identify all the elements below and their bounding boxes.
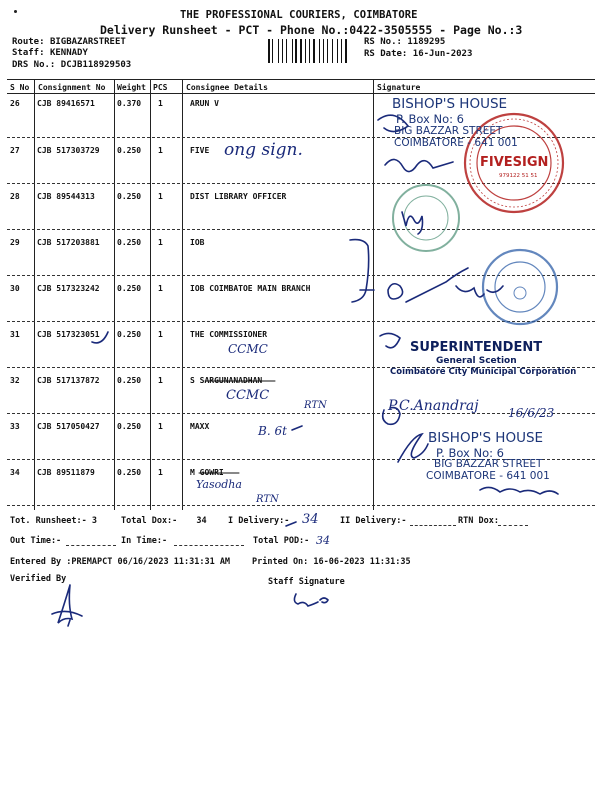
bishop-stamp-1-line3: BIG BAZZAR STREET (394, 125, 503, 137)
row-sno: 29 (10, 238, 20, 247)
total-dox-label: Total Dox:- (121, 516, 178, 526)
in-time-label: In Time:- (121, 536, 168, 546)
row-weight: 0.250 (117, 192, 142, 201)
row-consignment: CJB 89416571 (37, 99, 95, 108)
row-pcs: 1 (158, 284, 163, 293)
row-consignment: CJB 517303729 (37, 146, 100, 155)
verified-by-label: Verified By (10, 574, 67, 584)
handwritten-yasodha: Yasodha (196, 478, 242, 491)
row-sno: 28 (10, 192, 20, 201)
row-weight: 0.250 (117, 468, 142, 477)
row-pcs: 1 (158, 376, 163, 385)
route-value: BIGBAZARSTREET (49, 37, 126, 47)
drs-label: DRS No.: (12, 60, 56, 70)
row-consignee: IOB (190, 238, 205, 247)
row-sno: 30 (10, 284, 20, 293)
fivesign-phone: 979122 51 51 (499, 173, 538, 179)
row-pcs: 1 (158, 146, 163, 155)
bishop-stamp-1-line4: COIMBATORE - 641 001 (394, 137, 518, 149)
i-delivery-label: I Delivery:- (228, 516, 290, 526)
rtn-dox-label: RTN Dox: (458, 516, 499, 526)
row-sno: 32 (10, 376, 20, 385)
bishop-stamp-2-line3: BIG BAZZAR STREET (434, 458, 543, 470)
row-consignment: CJB 517323242 (37, 284, 100, 293)
row-sno: 31 (10, 330, 20, 339)
entered-by: Entered By :PREMAPCT 06/16/2023 11:31:31 AM (10, 557, 231, 567)
row-consignee: M GOWRI (190, 468, 224, 477)
col-header-consignee: Consignee Details (186, 83, 268, 92)
row-weight: 0.250 (117, 330, 142, 339)
col-header-pcs: PCS (153, 83, 168, 92)
drs-value: DCJB118929503 (60, 60, 132, 70)
handwritten-i-delivery-value: 34 (302, 512, 319, 527)
row-pcs: 1 (158, 192, 163, 201)
row-consignee: MAXX (190, 422, 210, 431)
rs-date-value: 16-Jun-2023 (412, 49, 473, 59)
row-consignment: CJB 517203881 (37, 238, 100, 247)
staff-value: KENNADY (49, 48, 88, 58)
superintendent-section: General Scetion (436, 356, 517, 366)
handwritten-maxx-note: B. 6t (258, 424, 287, 438)
bishop-stamp-1-line1: BISHOP'S HOUSE (392, 96, 508, 112)
row-consignee: DIST LIBRARY OFFICER (190, 192, 287, 201)
superintendent-org: Coimbatore City Municipal Corporation (390, 367, 577, 377)
rs-no-label: RS No.: (364, 37, 402, 47)
row-pcs: 1 (158, 99, 163, 108)
total-runsheet-value: 3 (91, 516, 98, 526)
row-consignment: CJB 89511879 (37, 468, 95, 477)
col-header-signature: Signature (377, 83, 421, 92)
rs-no-value: 1189295 (407, 37, 446, 47)
route-label: Route: (12, 37, 45, 47)
row-sno: 27 (10, 146, 20, 155)
printed-on: Printed On: 16-06-2023 11:31:35 (252, 557, 411, 567)
row-sno: 34 (10, 468, 20, 477)
total-pod-label: Total POD:- (253, 536, 310, 546)
handwritten-pod-value: 34 (316, 534, 330, 547)
row-consignee: THE COMMISSIONER (190, 330, 268, 339)
col-header-weight: Weight (117, 83, 146, 92)
handwritten-ccmc-2: CCMC (226, 388, 270, 403)
total-dox-value: 34 (196, 516, 207, 526)
row-consignee: ARUN V (190, 99, 219, 108)
row-weight: 0.250 (117, 146, 142, 155)
handwritten-anandraj-date: 16/6/23 (508, 406, 555, 420)
row-sno: 33 (10, 422, 20, 431)
iob-round-stamp (483, 250, 557, 324)
row-pcs: 1 (158, 422, 163, 431)
handwritten-rtn-2: RTN (256, 494, 279, 505)
handwritten-ccmc-1: CCMC (228, 342, 268, 356)
staff-signature-label: Staff Signature (268, 577, 345, 587)
out-time-label: Out Time:- (10, 536, 62, 546)
col-header-consignment: Consignment No (38, 83, 106, 92)
handwritten-five-note: ong sign. (224, 140, 303, 160)
rs-date-label: RS Date: (364, 49, 408, 59)
row-weight: 0.250 (117, 376, 142, 385)
superintendent-title: SUPERINTENDENT (410, 340, 543, 355)
bishop-stamp-2-line4: COIMBATORE - 641 001 (426, 470, 550, 482)
handwritten-rtn-1: RTN (304, 400, 327, 411)
bishop-stamp-1-line2: P. Box No: 6 (396, 112, 464, 126)
row-consignment: CJB 517323051 (37, 330, 100, 339)
col-header-sno: S No (10, 83, 30, 92)
total-runsheet-label: Tot. Runsheet:- (10, 516, 87, 526)
bishop-stamp-2-line2: P. Box No: 6 (436, 446, 504, 460)
company-title: THE PROFESSIONAL COURIERS, COIMBATORE (180, 9, 418, 21)
row-pcs: 1 (158, 468, 163, 477)
row-pcs: 1 (158, 238, 163, 247)
row-consignee: S SARGUNANADHAN (190, 376, 263, 385)
row-sno: 26 (10, 99, 20, 108)
row-weight: 0.250 (117, 422, 142, 431)
staff-label: Staff: (12, 48, 45, 58)
row-consignment: CJB 517137872 (37, 376, 100, 385)
row-weight: 0.250 (117, 238, 142, 247)
fivesign-brand: FIVESIGN (480, 155, 549, 170)
runsheet-subtitle: Delivery Runsheet - PCT - Phone No.:0422-3505555 - Page No.:3 (100, 23, 523, 37)
ii-delivery-label: II Delivery:- (340, 516, 407, 526)
row-consignee: FIVE (190, 146, 210, 155)
row-consignment: CJB 517050427 (37, 422, 100, 431)
row-consignment: CJB 89544313 (37, 192, 95, 201)
bishop-stamp-2-line1: BISHOP'S HOUSE (428, 430, 544, 446)
row-consignee: IOB COIMBATOE MAIN BRANCH (190, 284, 311, 293)
row-weight: 0.250 (117, 284, 142, 293)
row-pcs: 1 (158, 330, 163, 339)
row-weight: 0.370 (117, 99, 142, 108)
handwritten-anandraj: P.C.Anandraj (388, 398, 479, 414)
